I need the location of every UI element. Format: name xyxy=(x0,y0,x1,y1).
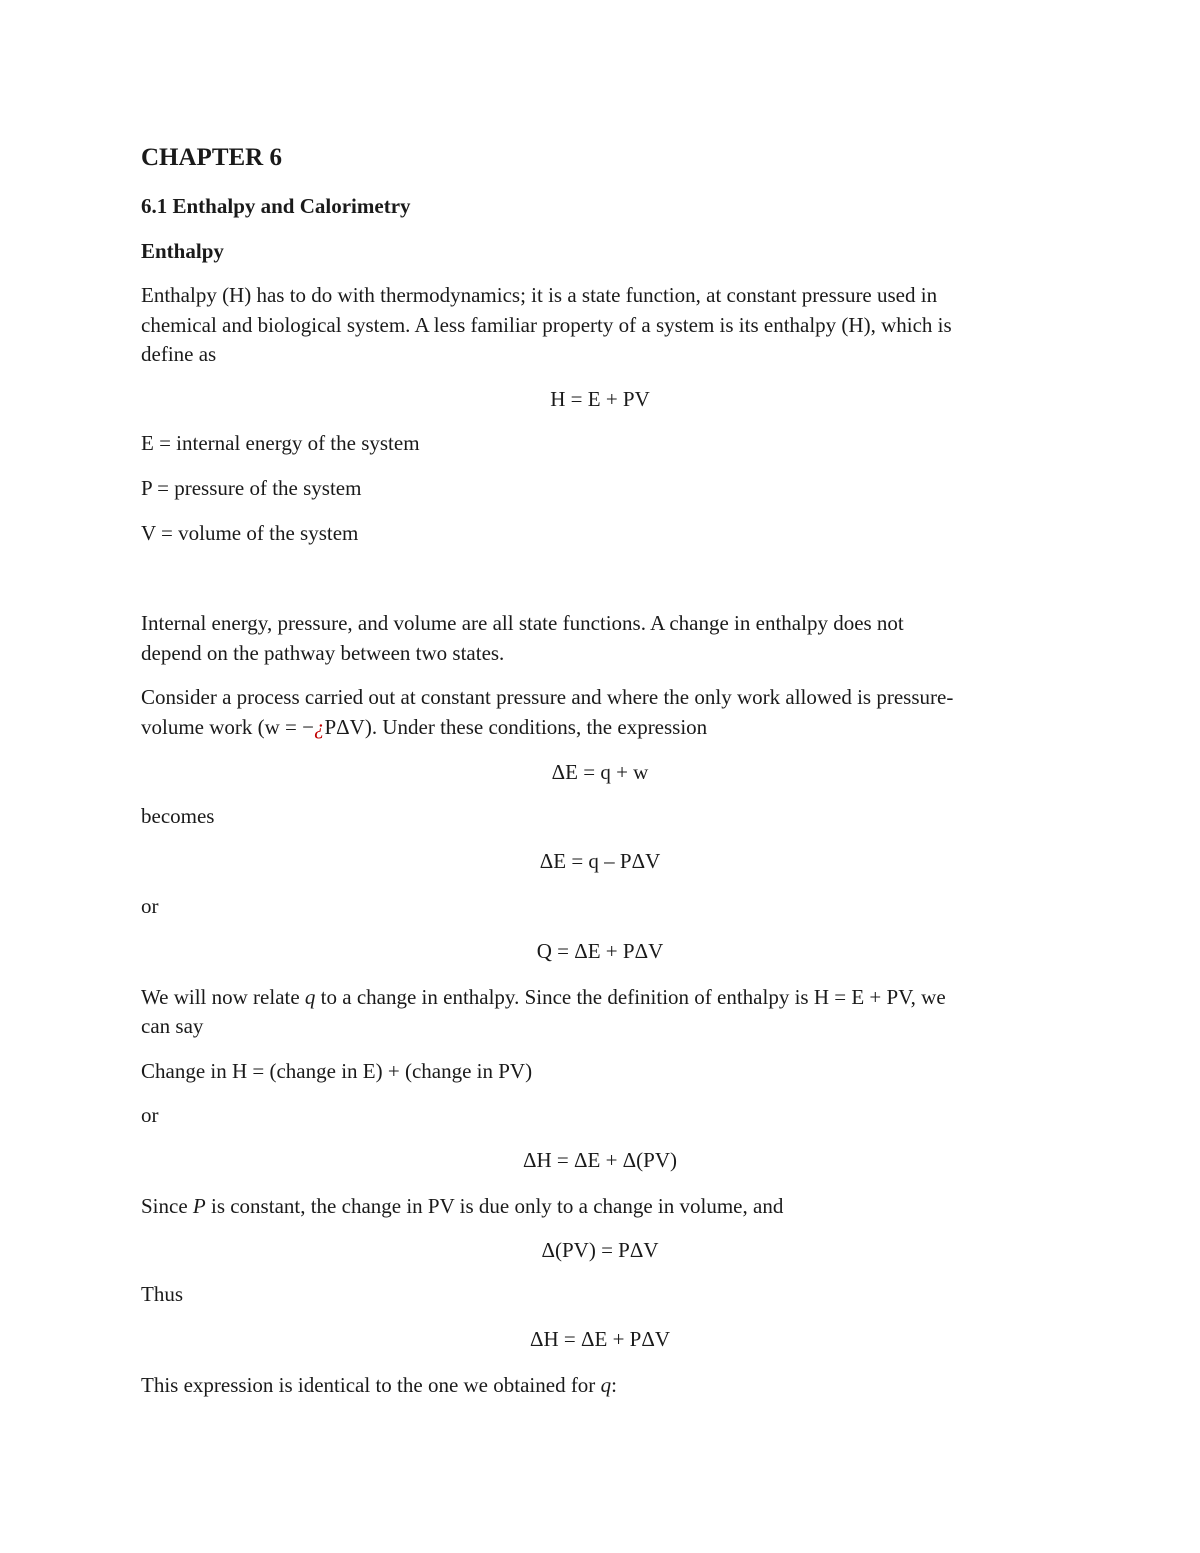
text-span: This expression is identical to the one we obtained for xyxy=(141,1373,601,1397)
connective-word: or xyxy=(141,1103,159,1127)
definition-pressure: P = pressure of the system xyxy=(141,476,362,500)
paragraph-line: Consider a process carried out at constant pressure and where the only work allowed is pressure- xyxy=(141,685,954,709)
paragraph-line: depend on the pathway between two states. xyxy=(141,641,505,665)
paragraph-line: chemical and biological system. A less familiar property of a system is its enthalpy (H), which is xyxy=(141,313,952,337)
text-span: : xyxy=(611,1373,617,1397)
connective-word: becomes xyxy=(141,804,215,828)
paragraph-line: can say xyxy=(141,1014,204,1038)
definition-volume: V = volume of the system xyxy=(141,521,359,545)
equation-delta-h-final: ΔH = ΔE + PΔV xyxy=(529,1327,671,1351)
equation-delta-e: ΔE = q – PΔV xyxy=(539,849,661,873)
section-title: 6.1 Enthalpy and Calorimetry xyxy=(141,194,411,218)
paragraph-line: Enthalpy (H) has to do with thermodynamics; it is a state function, at constant pressure used in xyxy=(141,283,938,307)
equation-delta-pv: Δ(PV) = PΔV xyxy=(541,1238,659,1262)
change-in-h-statement: Change in H = (change in E) + (change in PV) xyxy=(141,1059,533,1083)
italic-variable: q xyxy=(304,985,316,1009)
definition-internal-energy: E = internal energy of the system xyxy=(141,431,420,455)
paragraph-line: Internal energy, pressure, and volume are all state functions. A change in enthalpy does not xyxy=(141,611,904,635)
paragraph-line xyxy=(141,1371,617,1400)
paragraph-line xyxy=(141,983,1057,1012)
connective-word: Thus xyxy=(141,1282,183,1306)
paragraph-line xyxy=(141,713,707,742)
connective-word: or xyxy=(141,894,159,918)
text-span: to a change in enthalpy. Since the definition of enthalpy is H = E + PV, we xyxy=(315,985,946,1009)
text-span: We will now relate xyxy=(141,985,305,1009)
equation-enthalpy-definition: H = E + PV xyxy=(550,387,650,411)
equation-q: Q = ΔE + PΔV xyxy=(536,939,664,963)
missing-glyph-mark: ¿ xyxy=(314,715,325,739)
equation-delta-h: ΔH = ΔE + Δ(PV) xyxy=(522,1148,678,1172)
italic-variable: P xyxy=(192,1194,206,1218)
text-span: Since xyxy=(141,1194,193,1218)
subsection-title: Enthalpy xyxy=(141,239,224,263)
italic-variable: q xyxy=(600,1373,612,1397)
paragraph-line: define as xyxy=(141,342,217,366)
chapter-title: CHAPTER 6 xyxy=(141,144,282,171)
text-span: is constant, the change in PV is due only to a change in volume, and xyxy=(205,1194,784,1218)
text-span: PΔV). Under these conditions, the expression xyxy=(324,715,708,739)
text-span: volume work (w = − xyxy=(141,715,314,739)
paragraph-line xyxy=(141,1192,783,1221)
equation-first-law: ΔE = q + w xyxy=(551,760,649,784)
